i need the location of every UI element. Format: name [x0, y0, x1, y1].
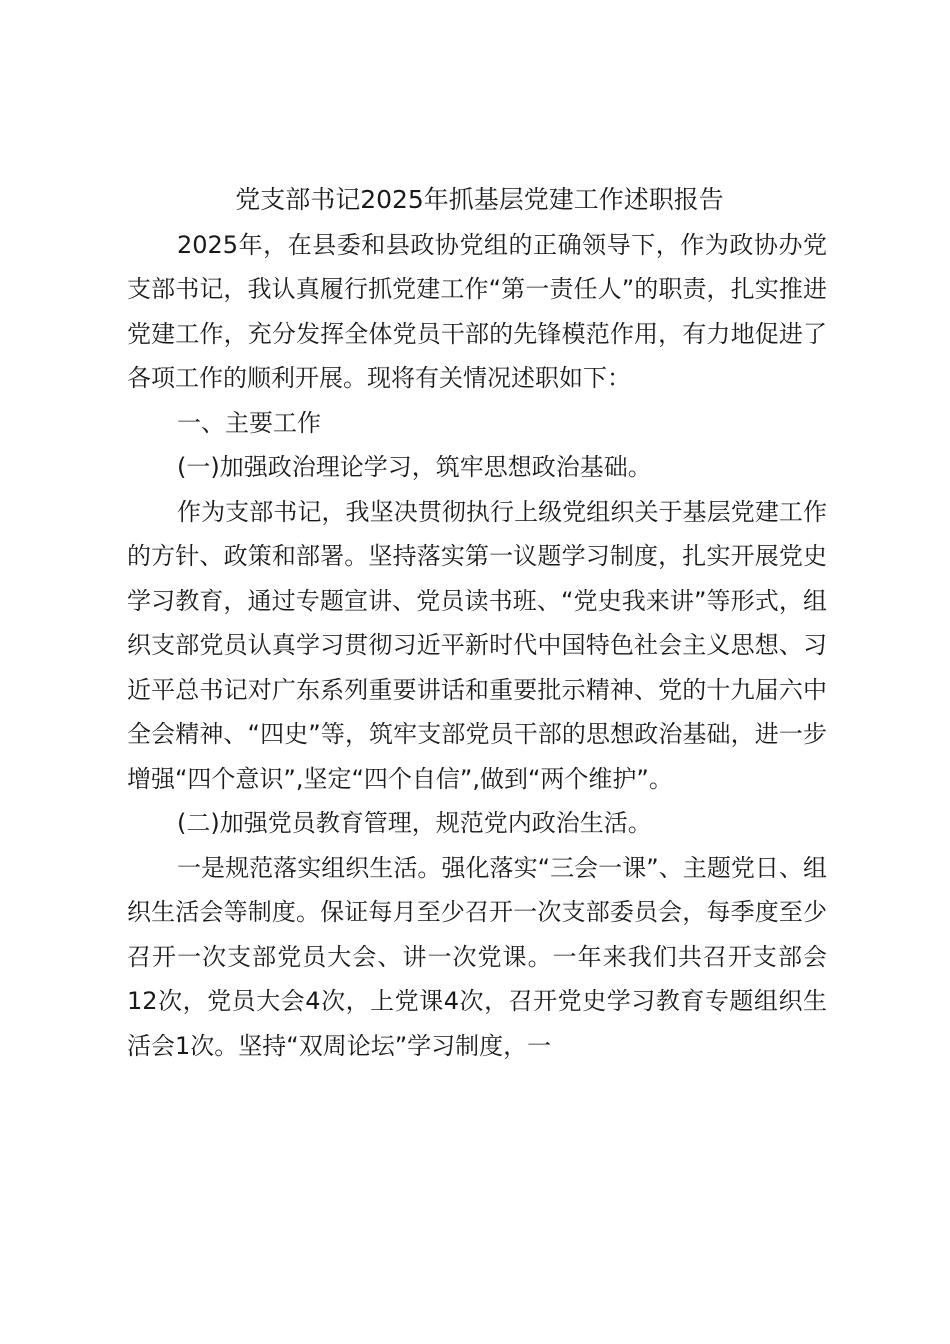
paragraph-organization-life: 一是规范落实组织生活。强化落实“三会一课”、主题党日、组织生活会等制度。保证每月至少召开一次支部委员会，每季度至少召开一次支部党员大会、讲一次党课。一年来我们共召开支部会12次，党员大会4次，上党课4次，召开党史学习教育专题组织生活会1次。坚持“双周论坛”学习制度，一 — [127, 853, 827, 1060]
paragraph-intro: 2025年，在县委和县政协党组的正确领导下，作为政协办党支部书记，我认真履行抓党建工作“第一责任人”的职责，扎实推进党建工作，充分发挥全体党员干部的先锋模范作用，有力地促进了各项工作的顺利开展。现将有关情况述职如下： — [127, 230, 827, 392]
subsection-heading-2: (二)加强党员教育管理，规范党内政治生活。 — [177, 809, 652, 837]
subsection-heading-1: (一)加强政治理论学习，筑牢思想政治基础。 — [177, 453, 652, 481]
section-heading-main-work: 一、主要工作 — [177, 408, 321, 437]
document-title: 党支部书记2025年抓基层党建工作述职报告 — [235, 185, 724, 214]
document-body — [127, 178, 827, 1068]
paragraph-theory-study: 作为支部书记，我坚决贯彻执行上级党组织关于基层党建工作的方针、政策和部署。坚持落实第一议题学习制度，扎实开展党史学习教育，通过专题宣讲、党员读书班、“党史我来讲”等形式，组织支部党员认真学习贯彻习近平新时代中国特色社会主义思想、习近平总书记对广东系列重要讲话和重要批示精神、党的十九届六中全会精神、“四史”等，筑牢支部党员干部的思想政治基础，进一步增强“四个意识”,坚定“四个自信”,做到“两个维护”。 — [127, 497, 827, 793]
